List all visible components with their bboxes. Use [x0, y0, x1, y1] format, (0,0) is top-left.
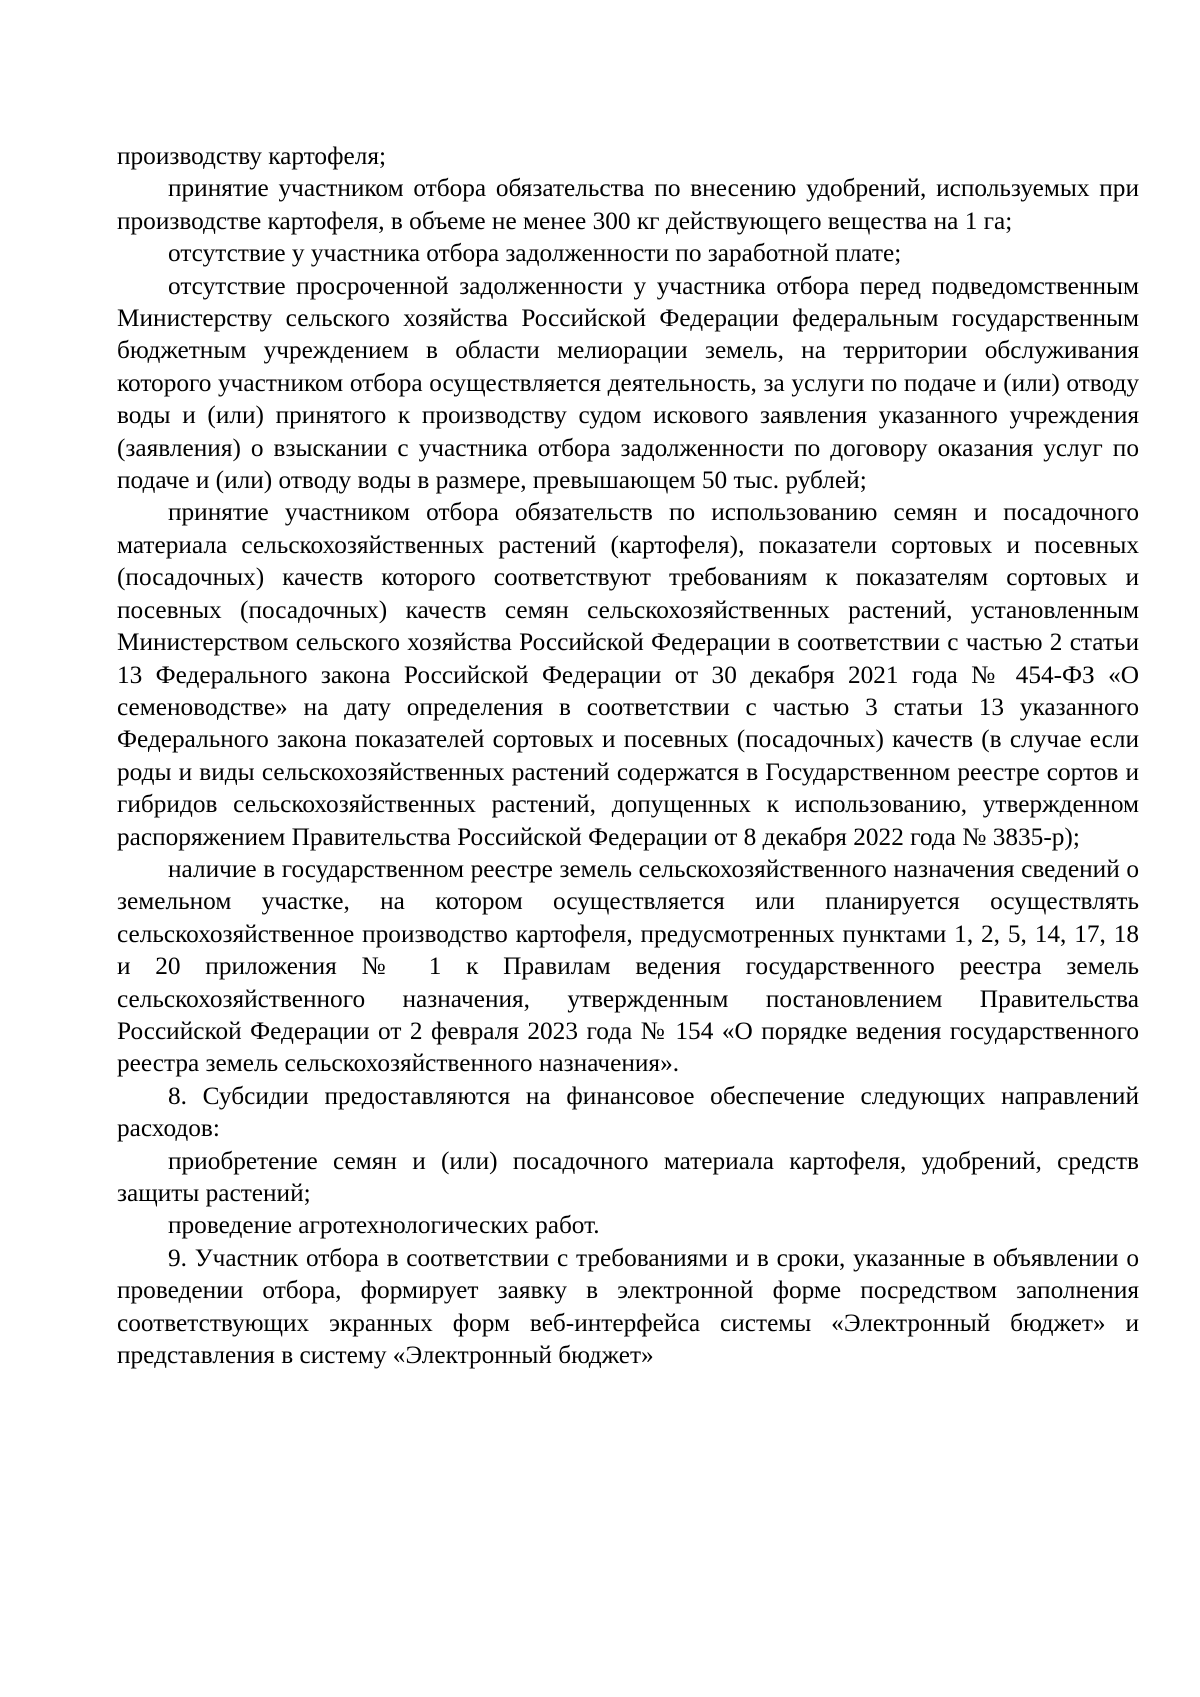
paragraph-no-overdue-debt: отсутствие просроченной задолженности у участника отбора перед подведомственным Министерству сельского хозяйства Российской Федерации федеральным государственным бюджетным учреждением в области мелиорации земель, на территории обслуживания которого участником отбора осуществляется деятельность, за услуги по подаче и (или) отводу воды и (или) принятого к производству судом искового заявления указанного учреждения (заявления) о взыскании с участника отбора задолженности по договору оказания услуг по подаче и (или) отводу воды в размере, превышающем 50 тыс. рублей; — [117, 271, 1139, 495]
paragraph-seed-obligation: принятие участником отбора обязательств по использованию семян и посадочного материала сельскохозяйственных растений (картофеля), показатели сортовых и посевных (посадочных) качеств которого соответствуют требованиям к показателям сортовых и посевных (посадочных) качеств семян сельскохозяйственных растений, установленным Министерством сельского хозяйства Российской Федерации в соответствии с частью 2 статьи 13 Федерального закона Российской Федерации от 30 декабря 2021 года № 454-ФЗ «О семеноводстве» на дату определения в соответствии с частью 3 статьи 13 указанного Федерального закона показателей сортовых и посевных (посадочных) качеств (в случае если роды и виды сельскохозяйственных растений содержатся в Государственном реестре сортов и гибридов сельскохозяйственных растений, допущенных к использованию, утвержденном распоряжением Правительства Российской Федерации от 8 декабря 2022 года № 3835-р); — [117, 498, 1139, 851]
paragraph-fertilizer-obligation: принятие участником отбора обязательства по внесению удобрений, используемых при производстве картофеля, в объеме не менее 300 кг действующего вещества на 1 га; — [117, 174, 1139, 235]
document-body — [117, 140, 1139, 1371]
paragraph-agrotech-works: проведение агротехнологических работ. — [168, 1211, 600, 1240]
paragraph-section-9: 9. Участник отбора в соответствии с требованиями и в сроки, указанные в объявлении о проведении отбора, формирует заявку в электронной форме посредством заполнения соответствующих экранных форм веб-интерфейса системы «Электронный бюджет» и представления в систему «Электронный бюджет» — [117, 1243, 1139, 1370]
paragraph-continuation: производству картофеля; — [117, 142, 386, 170]
paragraph-no-wage-debt: отсутствие у участника отбора задолженности по заработной плате; — [168, 239, 902, 268]
paragraph-purchase-seeds: приобретение семян и (или) посадочного материала картофеля, удобрений, средств защиты растений; — [117, 1146, 1139, 1207]
paragraph-section-8: 8. Субсидии предоставляются на финансовое обеспечение следующих направлений расходов: — [117, 1081, 1139, 1143]
paragraph-land-registry: наличие в государственном реестре земель сельскохозяйственного назначения сведений о земельном участке, на котором осуществляется или планируется осуществлять сельскохозяйственное производство картофеля, предусмотренных пунктами 1, 2, 5, 14, 17, 18 и 20 приложения № 1 к Правилам ведения государственного реестра земель сельскохозяйственного назначения, утвержденным постановлением Правительства Российской Федерации от 2 февраля 2023 года № 154 «О порядке ведения государственного реестра земель сельскохозяйственного назначения». — [117, 854, 1139, 1078]
